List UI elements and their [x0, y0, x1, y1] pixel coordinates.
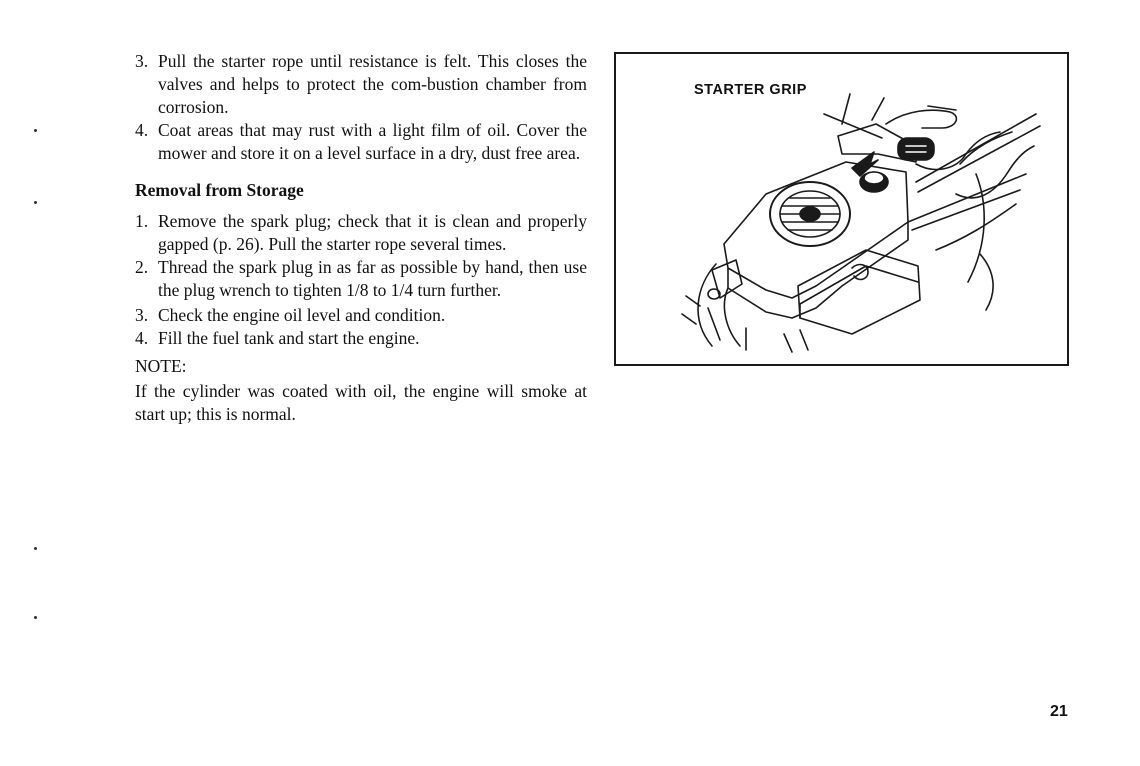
step-text: Remove the spark plug; check that it is clean and properly gapped (p. 26). Pull the starter rope several times. [158, 211, 587, 254]
step-text: Coat areas that may rust with a light film of oil. Cover the mower and store it on a level surface in a dry, dust free area. [158, 120, 587, 163]
step-number: 3. [135, 51, 149, 71]
step-text: Check the engine oil level and condition. [158, 305, 446, 325]
step-number: 4. [135, 120, 149, 140]
figure-frame [614, 52, 1069, 366]
figure-callout-label: STARTER GRIP [694, 82, 807, 98]
mower-engine-illustration [616, 54, 1067, 364]
note-text: If the cylinder was coated with oil, the engine will smoke at start up; this is normal. [135, 381, 587, 424]
text-column [135, 50, 587, 426]
scan-speck [34, 547, 37, 550]
step-number: 3. [135, 305, 149, 325]
scan-speck [34, 201, 37, 204]
removal-step-2 [135, 256, 587, 302]
removal-step-4 [135, 327, 587, 350]
page-number: 21 [1050, 703, 1068, 720]
step-text: Fill the fuel tank and start the engine. [158, 328, 420, 348]
scan-speck [34, 616, 37, 619]
removal-step-3 [135, 304, 587, 327]
storage-step-3 [135, 50, 587, 119]
step-text: Pull the starter rope until resistance is felt. This closes the valves and helps to protect the com-bustion chamber from corrosion. [158, 51, 587, 117]
step-number: 4. [135, 328, 149, 348]
scan-speck [34, 129, 37, 132]
removal-step-1 [135, 210, 587, 256]
step-number: 2. [135, 257, 149, 277]
storage-step-4 [135, 119, 587, 165]
section-heading: Removal from Storage [135, 180, 304, 200]
step-text: Thread the spark plug in as far as possible by hand, then use the plug wrench to tighten 1/8 to 1/4 turn further. [158, 257, 587, 300]
note-label: NOTE: [135, 356, 187, 376]
step-number: 1. [135, 211, 149, 231]
